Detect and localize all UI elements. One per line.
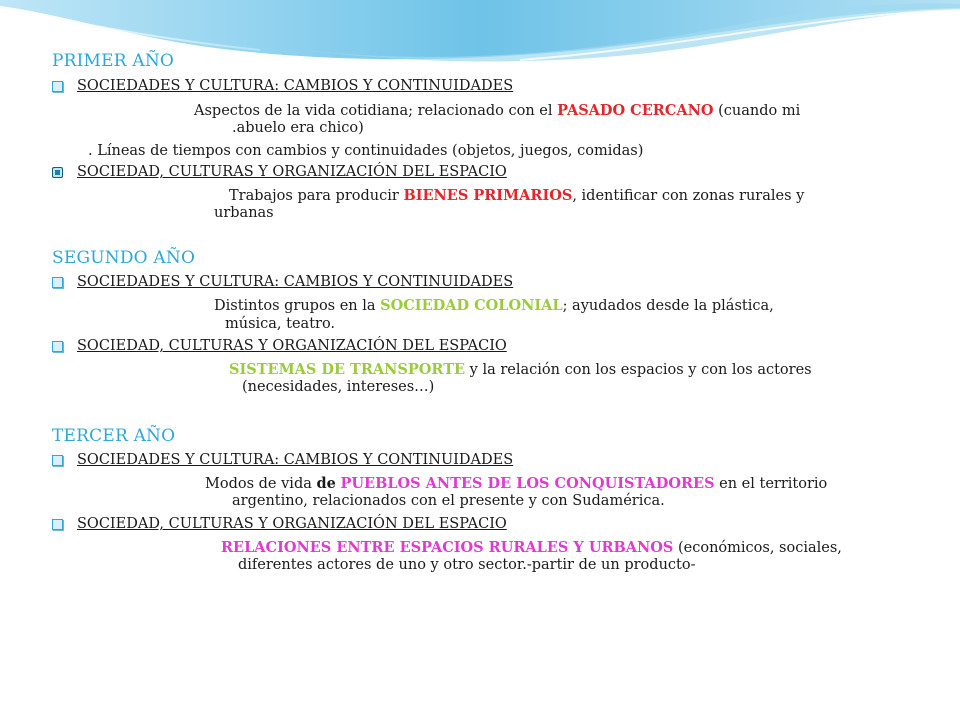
- desc-text: en el territorio: [714, 476, 828, 492]
- highlight-text: PUEBLOS ANTES DE LOS CONQUISTADORES: [340, 475, 715, 492]
- item-description: [194, 102, 800, 120]
- list-item: [52, 516, 507, 532]
- item-description: [205, 475, 827, 493]
- item-description-cont: argentino, relacionados con el presente y con Sudamérica.: [232, 493, 665, 509]
- list-item: [52, 338, 507, 354]
- highlight-text: PASADO CERCANO: [557, 102, 714, 119]
- bullet-icon: [52, 167, 63, 178]
- item-heading: SOCIEDADES Y CULTURA: CAMBIOS Y CONTINUIDADES: [77, 274, 514, 290]
- item-heading: SOCIEDADES Y CULTURA: CAMBIOS Y CONTINUIDADES: [77, 452, 514, 468]
- highlight-text: SOCIEDAD COLONIAL: [380, 297, 563, 314]
- list-item: [52, 274, 513, 290]
- section-title-primer: PRIMER AÑO: [52, 51, 175, 71]
- item-heading: SOCIEDAD, CULTURAS Y ORGANIZACIÓN DEL ESPACIO: [77, 338, 507, 354]
- list-item: [52, 164, 507, 180]
- desc-text: Trabajos para producir: [229, 188, 404, 204]
- desc-text: Distintos grupos en la: [214, 298, 381, 314]
- item-description-cont: urbanas: [214, 205, 274, 221]
- highlight-text: SISTEMAS DE TRANSPORTE: [229, 361, 466, 378]
- bullet-icon: [52, 455, 63, 466]
- item-description: [229, 361, 812, 379]
- highlight-text: BIENES PRIMARIOS: [403, 187, 573, 204]
- item-heading: SOCIEDAD, CULTURAS Y ORGANIZACIÓN DEL ESPACIO: [77, 164, 507, 180]
- list-item: [52, 452, 513, 468]
- item-description: [214, 297, 774, 315]
- desc-text: Modos de vida: [205, 476, 317, 492]
- bullet-icon: [52, 81, 63, 92]
- desc-text: y la relación con los espacios y con los actores: [465, 362, 812, 378]
- bullet-icon: [52, 341, 63, 352]
- highlight-text: RELACIONES ENTRE ESPACIOS RURALES Y URBANOS: [221, 539, 674, 556]
- item-description-cont: (necesidades, intereses…): [242, 379, 435, 395]
- item-description-cont: música, teatro.: [225, 316, 336, 332]
- bold-text: de: [316, 475, 336, 492]
- desc-text: , identificar con zonas rurales y: [572, 188, 805, 204]
- section-title-tercer: TERCER AÑO: [52, 426, 176, 446]
- item-description-cont: .abuelo era chico): [232, 120, 364, 136]
- section-title-segundo: SEGUNDO AÑO: [52, 248, 196, 268]
- item-description-cont: diferentes actores de uno y otro sector.-partir de un producto-: [238, 557, 696, 573]
- item-description: [221, 539, 842, 557]
- bullet-icon: [52, 277, 63, 288]
- list-item: [52, 78, 513, 94]
- bullet-icon: [52, 519, 63, 530]
- item-description: [229, 187, 804, 205]
- item-heading: SOCIEDAD, CULTURAS Y ORGANIZACIÓN DEL ESPACIO: [77, 516, 507, 532]
- desc-text: Aspectos de la vida cotidiana; relacionado con el: [194, 103, 558, 119]
- desc-text: (económicos, sociales,: [673, 540, 842, 556]
- desc-text: (cuando mi: [713, 103, 801, 119]
- item-heading: SOCIEDADES Y CULTURA: CAMBIOS Y CONTINUIDADES: [77, 78, 514, 94]
- item-description-line: . Líneas de tiempos con cambios y continuidades (objetos, juegos, comidas): [88, 143, 644, 159]
- desc-text: ; ayudados desde la plástica,: [562, 298, 774, 314]
